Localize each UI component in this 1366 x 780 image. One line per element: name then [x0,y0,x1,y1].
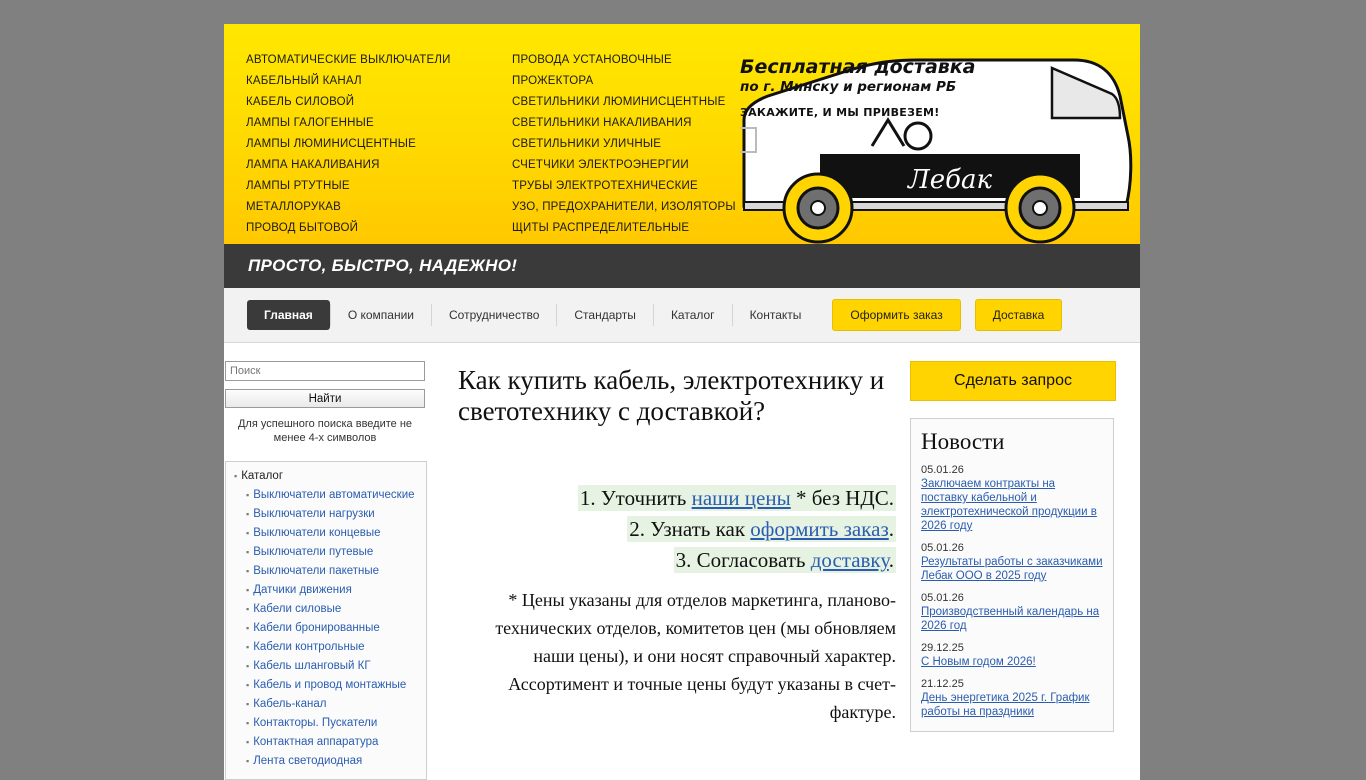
catalog-item[interactable] [226,543,426,562]
header-menu-column-1 [246,50,476,239]
news-date: 21.12.25 [921,678,964,690]
catalog-item[interactable] [226,619,426,638]
bullet-icon: ▪ [246,756,250,766]
step-3-text: 3. Согласовать доставку. [675,548,894,572]
header-menu-item[interactable]: МЕТАЛЛОРУКАВ [246,201,342,213]
catalog-item[interactable] [226,581,426,600]
catalog-item-link[interactable]: Контактная аппаратура [253,736,379,748]
bullet-icon: ▪ [246,718,250,728]
news-link[interactable]: Производственный календарь на 2026 год [921,606,1100,632]
header-menu-item[interactable]: ЛАМПЫ ЛЮМИНИСЦЕНТНЫЕ [246,138,416,150]
tagline-bar [224,244,1140,288]
news-panel-title: Новости [921,429,1005,454]
header-menu-item[interactable]: КАБЕЛЬНЫЙ КАНАЛ [246,75,362,87]
catalog-item-link[interactable]: Датчики движения [253,584,352,596]
catalog-item[interactable] [226,562,426,581]
nav-item-about[interactable]: О компании [347,308,414,322]
header-menu-item[interactable]: СЧЕТЧИКИ ЭЛЕКТРОЭНЕРГИИ [512,159,689,171]
bullet-icon: ▪ [246,490,250,500]
catalog-item-link[interactable]: Выключатели нагрузки [253,508,375,520]
delivery-banner-line2: по г. Минску и регионам РБ [740,79,957,95]
catalog-item-link[interactable]: Кабель шланговый КГ [253,660,371,672]
news-item [921,642,1103,669]
news-date: 05.01.26 [921,592,964,604]
bullet-icon: ▪ [234,471,238,481]
step-3 [458,545,896,576]
catalog-item-link[interactable]: Выключатели пакетные [253,565,380,577]
header-menu-item[interactable]: ПРОВОД БЫТОВОЙ [246,222,359,234]
catalog-item[interactable] [226,676,426,695]
bullet-icon: ▪ [246,661,250,671]
search-input[interactable] [225,361,425,381]
nav-item-delivery[interactable]: Доставка [975,299,1063,331]
header-menu-item[interactable]: ТРУБЫ ЭЛЕКТРОТЕХНИЧЕСКИЕ [512,180,698,192]
search-hint: Для успешного поиска введите не менее 4-х символов [237,418,413,444]
bullet-icon: ▪ [246,528,250,538]
header-menu-item[interactable]: СВЕТИЛЬНИКИ УЛИЧНЫЕ [512,138,662,150]
catalog-item-link[interactable]: Выключатели путевые [253,546,374,558]
header-menu-item[interactable]: ПРОВОДА УСТАНОВОЧНЫЕ [512,54,672,66]
catalog-item-link[interactable]: Выключатели автоматические [253,489,415,501]
header-menu-item[interactable]: ЛАМПА НАКАЛИВАНИЯ [246,159,380,171]
bullet-icon: ▪ [246,737,250,747]
page-content [224,343,1140,780]
delivery-banner-line3: ЗАКАЖИТЕ, И МЫ ПРИВЕЗЕМ! [740,106,940,119]
news-link[interactable]: Результаты работы с заказчиками Лебак ООО в 2025 году [921,556,1103,582]
news-date: 05.01.26 [921,464,964,476]
bullet-icon: ▪ [246,547,250,557]
news-date: 05.01.26 [921,542,964,554]
catalog-item-link[interactable]: Лента светодиодная [253,755,363,767]
purchase-steps [458,483,896,576]
main-navigation [224,288,1140,343]
nav-item-standards[interactable]: Стандарты [574,308,636,322]
main-column [430,361,910,780]
step-1-text: 1. Уточнить наши цены * без НДС. [579,486,894,510]
catalog-tree [225,461,427,780]
catalog-item[interactable] [226,733,426,752]
news-panel [910,418,1114,732]
news-item [921,542,1103,583]
svg-text:Лебак: Лебак [908,165,992,195]
header-category-menu [246,50,736,239]
catalog-root-label: ▪ Каталог [234,470,284,482]
delivery-banner-line1: Бесплатная доставка [740,56,976,78]
news-item [921,678,1103,719]
catalog-item[interactable] [226,638,426,657]
header-menu-column-2 [512,50,736,239]
catalog-item[interactable] [226,695,426,714]
news-item [921,464,1103,533]
nav-item-place-order[interactable]: Оформить заказ [832,299,960,331]
header-menu-item[interactable]: ЩИТЫ РАСПРЕДЕЛИТЕЛЬНЫЕ [512,222,690,234]
catalog-item-link[interactable]: Кабели бронированные [253,622,380,634]
news-date: 29.12.25 [921,642,964,654]
make-request-button[interactable]: Сделать запрос [910,361,1116,401]
price-note: * Цены указаны для отделов маркетинга, планово-технических отделов, комитетов цен (мы обновляем наши цены), и они носят справочный характер. Ассортимент и точные цены будут указаны в счет-фактуре. [495,590,896,722]
bullet-icon: ▪ [246,642,250,652]
search-button[interactable]: Найти [225,389,425,408]
catalog-item-link[interactable]: Кабель и провод монтажные [253,679,407,691]
site-page [224,24,1140,780]
catalog-item-link[interactable]: Выключатели концевые [253,527,381,539]
prices-link[interactable]: наши цены [691,486,791,510]
catalog-item-link[interactable]: Кабель-канал [253,698,327,710]
header-menu-item[interactable]: КАБЕЛЬ СИЛОВОЙ [246,96,355,108]
site-header [224,24,1140,244]
catalog-item[interactable] [226,486,426,505]
place-order-link[interactable]: оформить заказ [750,517,889,541]
news-link[interactable]: С Новым годом 2026! [921,656,1036,668]
catalog-item-link[interactable]: Кабели контрольные [253,641,365,653]
nav-item-home[interactable]: Главная [247,300,330,330]
delivery-link[interactable]: доставку [810,548,889,572]
catalog-item[interactable] [226,657,426,676]
nav-item-contacts[interactable]: Контакты [749,308,802,322]
step-1 [458,483,896,514]
bullet-icon: ▪ [246,566,250,576]
bullet-icon: ▪ [246,604,250,614]
catalog-item[interactable] [226,752,426,771]
bullet-icon: ▪ [246,509,250,519]
catalog-item[interactable] [226,600,426,619]
tagline-text: ПРОСТО, БЫСТРО, НАДЕЖНО! [248,256,518,275]
bullet-icon: ▪ [246,699,250,709]
step-2 [458,514,896,545]
header-menu-item[interactable]: ПРОЖЕКТОРА [512,75,594,87]
step-2-text: 2. Узнать как оформить заказ. [629,517,894,541]
news-item [921,592,1103,633]
catalog-item[interactable] [226,714,426,733]
header-menu-item[interactable]: ЛАМПЫ ГАЛОГЕННЫЕ [246,117,374,129]
header-menu-item[interactable]: УЗО, ПРЕДОХРАНИТЕЛИ, ИЗОЛЯТОРЫ [512,201,736,213]
left-sidebar [224,361,430,780]
catalog-item-link[interactable]: Контакторы. Пускатели [253,717,378,729]
catalog-item[interactable] [226,524,426,543]
header-menu-item[interactable]: ЛАМПЫ РТУТНЫЕ [246,180,350,192]
nav-item-cooperation[interactable]: Сотрудничество [449,308,540,322]
header-menu-item[interactable]: СВЕТИЛЬНИКИ ЛЮМИНИСЦЕНТНЫЕ [512,96,726,108]
bullet-icon: ▪ [246,585,250,595]
delivery-banner-text [740,56,976,119]
catalog-item-link[interactable]: Кабели силовые [253,603,342,615]
bullet-icon: ▪ [246,680,250,690]
catalog-item[interactable] [226,505,426,524]
news-link[interactable]: День энергетика 2025 г. График работы на праздники [921,692,1090,718]
bullet-icon: ▪ [246,623,250,633]
page-title: Как купить кабель, электротехнику и светотехнику с доставкой? [458,365,885,426]
header-menu-item[interactable]: АВТОМАТИЧЕСКИЕ ВЫКЛЮЧАТЕЛИ [246,54,451,66]
right-sidebar [910,361,1116,780]
delivery-truck-illustration [722,24,1140,244]
news-link[interactable]: Заключаем контракты на поставку кабельной и электротехнической продукции в 2026 году [921,478,1097,532]
nav-item-catalog[interactable]: Каталог [670,308,715,322]
header-menu-item[interactable]: СВЕТИЛЬНИКИ НАКАЛИВАНИЯ [512,117,692,129]
